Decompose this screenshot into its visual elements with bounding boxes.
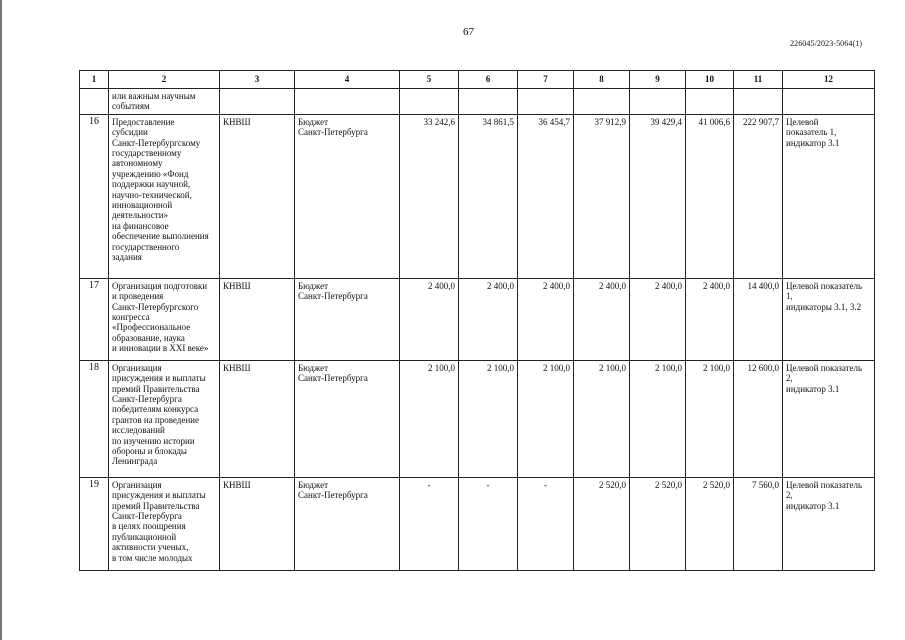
value-cell: 2 400,0	[574, 278, 630, 360]
table-row	[80, 89, 875, 115]
value-cell: -	[459, 477, 518, 570]
measure-name: Предоставление субсидии Санкт-Петербургскому государственному автономному учреждению «Фонд поддержки научной, научно-технической, инновационной деятельности» на финансовое обеспечение выполнения государственного задания	[109, 114, 220, 278]
value-cell: 36 454,7	[518, 114, 574, 278]
value-cell: 2 100,0	[574, 360, 630, 477]
value-cell: 34 861,5	[459, 114, 518, 278]
value-cell: -	[400, 477, 459, 570]
header-cell: 12	[783, 71, 875, 89]
table-row	[80, 477, 875, 570]
value-cell: 2 400,0	[459, 278, 518, 360]
value-cell: 39 429,4	[630, 114, 686, 278]
target-indicator: Целевой показатель 1, индикаторы 3.1, 3.2	[783, 278, 875, 360]
measure-name: или важным научным событиям	[109, 89, 220, 115]
funding-source: Бюджет Санкт-Петербурга	[295, 278, 400, 360]
total-cell: 12 600,0	[734, 360, 783, 477]
executor: КНВШ	[220, 360, 295, 477]
table-row	[80, 360, 875, 477]
value-cell: 2 100,0	[400, 360, 459, 477]
header-cell: 4	[295, 71, 400, 89]
funding-source: Бюджет Санкт-Петербурга	[295, 114, 400, 278]
row-number: 18	[80, 360, 109, 477]
value-cell: 2 520,0	[686, 477, 734, 570]
header-row	[80, 71, 875, 89]
funding-source	[295, 89, 400, 115]
header-cell: 2	[109, 71, 220, 89]
total-cell: 222 907,7	[734, 114, 783, 278]
measure-name: Организация присуждения и выплаты премий Правительства Санкт-Петербурга победителям конкурса грантов на проведение исследований по изучению истории обороны и блокады Ленинграда	[109, 360, 220, 477]
target-indicator: Целевой показатель 2, индикатор 3.1	[783, 477, 875, 570]
row-number	[80, 89, 109, 115]
program-table	[79, 70, 875, 571]
target-indicator	[783, 89, 875, 115]
value-cell	[518, 89, 574, 115]
table-row	[80, 114, 875, 278]
value-cell: 2 100,0	[630, 360, 686, 477]
value-cell	[574, 89, 630, 115]
target-indicator: Целевой показатель 1, индикатор 3.1	[783, 114, 875, 278]
value-cell: 2 100,0	[459, 360, 518, 477]
executor: КНВШ	[220, 278, 295, 360]
target-indicator: Целевой показатель 2, индикатор 3.1	[783, 360, 875, 477]
page-number: 67	[463, 26, 474, 38]
value-cell	[400, 89, 459, 115]
executor	[220, 89, 295, 115]
header-cell: 8	[574, 71, 630, 89]
measure-name: Организация присуждения и выплаты премий Правительства Санкт-Петербурга в целях поощрения публикационной активности ученых, в том числе молодых	[109, 477, 220, 570]
value-cell: 37 912,9	[574, 114, 630, 278]
value-cell: 2 100,0	[518, 360, 574, 477]
value-cell: 2 520,0	[574, 477, 630, 570]
value-cell: 2 400,0	[400, 278, 459, 360]
value-cell	[630, 89, 686, 115]
header-cell: 1	[80, 71, 109, 89]
value-cell: 41 006,6	[686, 114, 734, 278]
header-cell: 3	[220, 71, 295, 89]
value-cell	[686, 89, 734, 115]
header-cell: 9	[630, 71, 686, 89]
value-cell: 2 400,0	[686, 278, 734, 360]
total-cell: 14 400,0	[734, 278, 783, 360]
total-cell	[734, 89, 783, 115]
header-cell: 11	[734, 71, 783, 89]
value-cell: 2 400,0	[518, 278, 574, 360]
header-cell: 7	[518, 71, 574, 89]
value-cell: 2 520,0	[630, 477, 686, 570]
value-cell: -	[518, 477, 574, 570]
value-cell: 2 100,0	[686, 360, 734, 477]
funding-source: Бюджет Санкт-Петербурга	[295, 477, 400, 570]
row-number: 19	[80, 477, 109, 570]
executor: КНВШ	[220, 477, 295, 570]
document-id: 226045/2023-5064(1)	[790, 39, 863, 48]
row-number: 17	[80, 278, 109, 360]
value-cell: 33 242,6	[400, 114, 459, 278]
total-cell: 7 560,0	[734, 477, 783, 570]
table-row	[80, 278, 875, 360]
executor: КНВШ	[220, 114, 295, 278]
scan-left-edge	[0, 0, 2, 640]
header-cell: 6	[459, 71, 518, 89]
measure-name: Организация подготовки и проведения Санкт-Петербургского конгресса «Профессиональное образование, наука и инновации в XXI веке»	[109, 278, 220, 360]
header-cell: 5	[400, 71, 459, 89]
funding-source: Бюджет Санкт-Петербурга	[295, 360, 400, 477]
value-cell	[459, 89, 518, 115]
value-cell: 2 400,0	[630, 278, 686, 360]
row-number: 16	[80, 114, 109, 278]
header-cell: 10	[686, 71, 734, 89]
